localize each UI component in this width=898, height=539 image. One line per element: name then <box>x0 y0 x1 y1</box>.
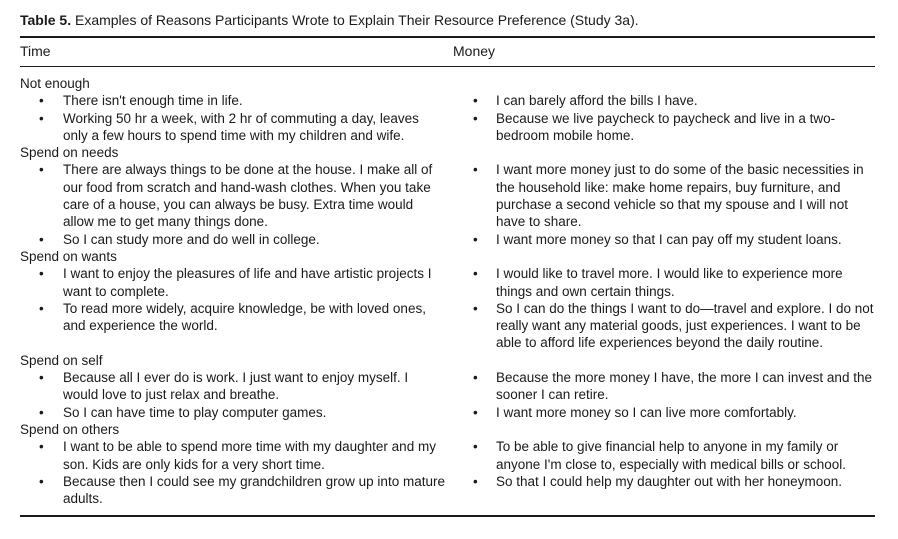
time-reason: • I want to enjoy the pleasures of life and have artistic projects I want to complete. <box>39 266 432 299</box>
bullet: • <box>473 404 478 420</box>
time-reason: • So I can have time to play computer games. <box>39 404 327 420</box>
money-reason: • Because the more money I have, the more I can invest and the sooner I can retire. <box>473 370 872 403</box>
table-caption <box>20 12 639 28</box>
time-reason: • So I can study more and do well in college. <box>39 231 320 247</box>
time-reason: • Because all I ever do is work. I just want to enjoy myself. I would love to just relax and breathe. <box>39 370 409 403</box>
bullet: • <box>473 473 478 489</box>
money-reason: • I want more money just to do some of the basic necessities in the household like: make home repairs, buy furniture, and purchase a second vehicle so that my spouse and I will not have to share. <box>473 162 864 230</box>
header-rule <box>20 66 875 67</box>
time-reason: • There isn't enough time in life. <box>39 93 243 109</box>
bullet: • <box>39 162 44 178</box>
top-rule <box>20 36 875 38</box>
category-label: Spend on others <box>20 421 120 437</box>
time-reason: • There are always things to be done at the house. I make all of our food from scratch and hand-wash clothes. When you take care of a house, you can always be busy. Extra time would allow me to get many things done. <box>39 162 433 230</box>
table-label: Table 5. <box>20 12 72 28</box>
time-reason: • Because then I could see my grandchildren grow up into mature adults. <box>39 473 445 507</box>
money-reason: • So that I could help my daughter out with her honeymoon. <box>473 473 842 489</box>
bullet: • <box>39 110 44 126</box>
bullet: • <box>473 266 478 282</box>
bullet: • <box>473 370 478 386</box>
time-reason: • I want to be able to spend more time with my daughter and my son. Kids are only kids for a very short time. <box>39 439 436 472</box>
bullet: • <box>473 439 478 455</box>
money-reason: • I can barely afford the bills I have. <box>473 93 698 109</box>
table-title: Examples of Reasons Participants Wrote to Explain Their Resource Preference (Study 3a). <box>74 12 639 28</box>
bullet: • <box>473 162 478 178</box>
category-label: Spend on needs <box>20 145 119 161</box>
money-reason: • Because we live paycheck to paycheck and live in a two-bedroom mobile home. <box>473 110 836 143</box>
bullet: • <box>473 300 478 316</box>
time-reason: • To read more widely, acquire knowledge, be with loved ones, and experience the world. <box>39 300 426 334</box>
bullet: • <box>39 404 44 420</box>
header-time: Time <box>20 43 51 59</box>
header-money: Money <box>453 43 496 59</box>
bullet: • <box>39 370 44 386</box>
money-reason: • To be able to give financial help to anyone in my family or anyone I'm close to, especially with medical bills or school. <box>473 439 846 472</box>
bullet: • <box>473 93 478 109</box>
time-reason: • Working 50 hr a week, with 2 hr of commuting a day, leaves only a few hours to spend time with my children and wife. <box>39 110 419 143</box>
bullet: • <box>39 93 44 109</box>
money-column <box>473 75 877 490</box>
bullet: • <box>39 439 44 455</box>
bottom-rule <box>20 515 875 517</box>
money-reason: • I want more money so I can live more comfortably. <box>473 404 797 420</box>
bullet: • <box>39 300 44 316</box>
money-reason: • So I can do the things I want to do—travel and explore. I do not really want any material goods, just experiences. I want to be able to afford life experiences beyond the daily routine. <box>473 300 874 351</box>
bullet: • <box>39 473 44 489</box>
bullet: • <box>39 231 44 247</box>
time-column <box>20 75 446 507</box>
bullet: • <box>473 231 478 247</box>
bullet: • <box>473 110 478 126</box>
bullet: • <box>39 266 44 282</box>
money-reason: • I want more money so that I can pay off my student loans. <box>473 231 842 247</box>
category-label: Spend on self <box>20 352 103 368</box>
money-reason: • I would like to travel more. I would like to experience more things and own certain things. <box>473 266 843 299</box>
category-label: Not enough <box>20 76 90 91</box>
category-label: Spend on wants <box>20 248 117 264</box>
